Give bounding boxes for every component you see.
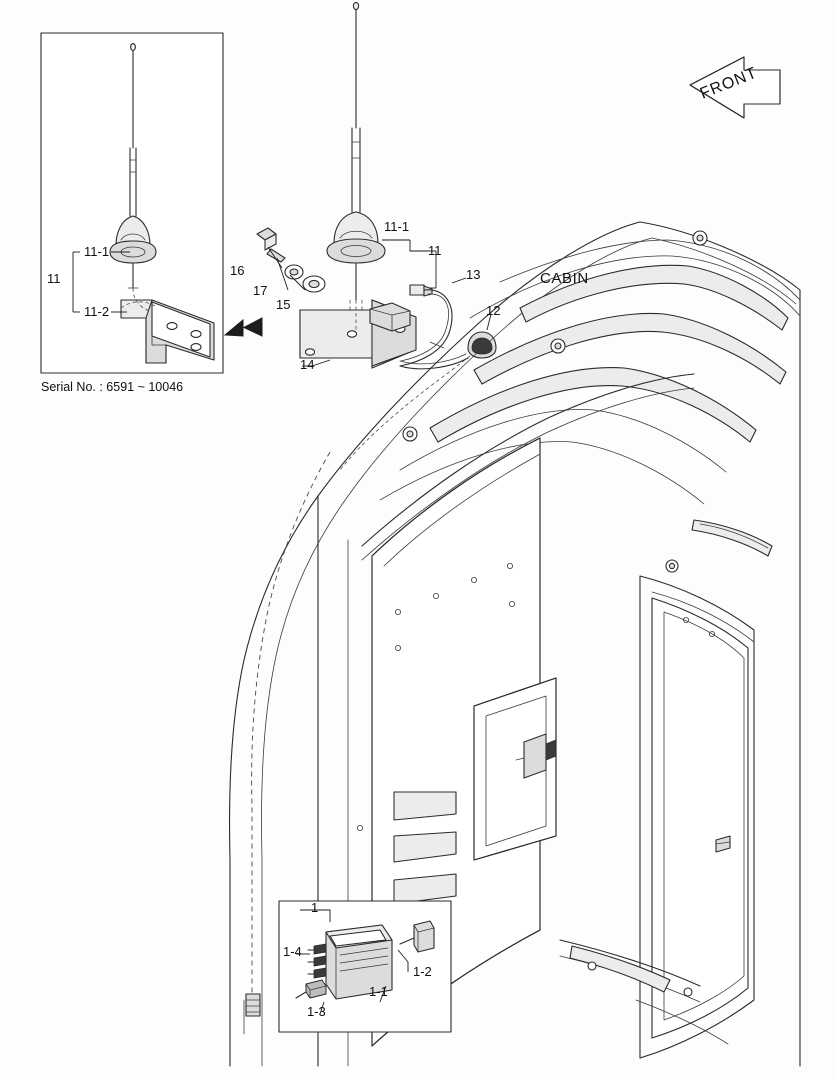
radio-callout-1: 1 (311, 900, 319, 915)
main-callout-16: 16 (230, 263, 245, 278)
main-callout-15: 15 (276, 297, 291, 312)
main-callout-11-1: 11-1 (384, 219, 410, 234)
cabin-label: CABIN (540, 270, 589, 287)
grommet (468, 332, 496, 358)
main-bracket (300, 285, 444, 368)
serial-note: Serial No. : 6591 ~ 10046 (41, 380, 184, 394)
radio-callout-1-3: 1-3 (307, 1004, 326, 1019)
main-callout-17: 17 (253, 283, 268, 298)
radio-callout-1-1: 1-1 (369, 984, 388, 999)
main-antenna (327, 2, 385, 312)
radio-callout-1-4: 1-4 (283, 944, 302, 959)
inset-callout-11: 11 (47, 271, 61, 286)
front-arrow-label: FRONT (697, 64, 760, 103)
antenna-cable-route (340, 356, 470, 470)
main-callout-11: 11 (428, 243, 442, 258)
main-callout-13: 13 (466, 267, 481, 282)
inset-callout-11-1: 11-1 (84, 244, 110, 259)
inset-callout-11-2: 11-2 (84, 304, 110, 319)
main-callout-14: 14 (300, 357, 315, 372)
radio-callout-1-2: 1-2 (413, 964, 432, 979)
inset-transfer-arrow (225, 318, 262, 336)
bolt-and-washers (257, 228, 325, 292)
main-callout-12: 12 (486, 303, 501, 318)
